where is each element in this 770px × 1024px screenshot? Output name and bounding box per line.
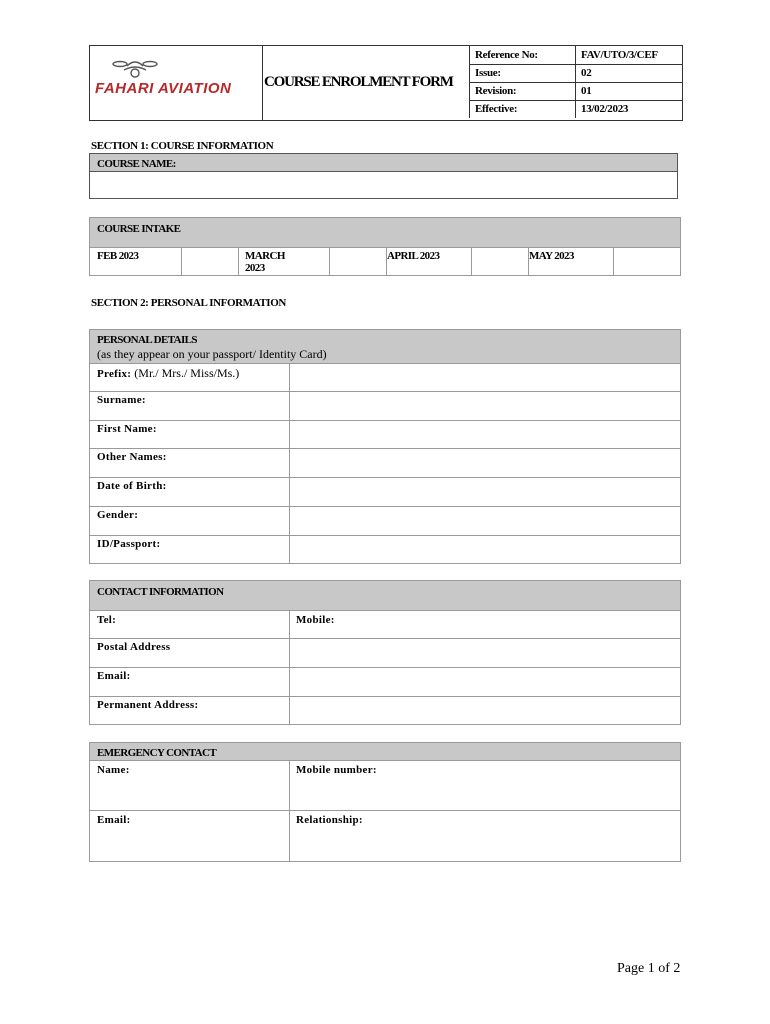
field-input[interactable] — [290, 478, 680, 506]
course-name-label: COURSE NAME: — [97, 158, 176, 170]
meta-table — [469, 46, 683, 118]
header-block — [89, 45, 683, 121]
course-name-field[interactable] — [90, 171, 677, 198]
intake-checkbox[interactable] — [330, 247, 386, 275]
intake-label: MARCH 2023 — [245, 250, 285, 274]
meta-row — [470, 46, 684, 64]
meta-value: 01 — [576, 82, 684, 100]
em-relationship-label: Relationship: — [296, 814, 363, 826]
em-email-label: Email: — [97, 814, 131, 826]
meta-row — [470, 82, 684, 100]
em-name-label: Name: — [97, 764, 130, 776]
personal-rows — [90, 391, 680, 563]
field-label: Date of Birth: — [97, 480, 167, 493]
intake-checkbox[interactable] — [614, 247, 670, 275]
section2-title: SECTION 2: PERSONAL INFORMATION — [91, 297, 286, 309]
intake-label: MAY 2023 — [529, 250, 574, 262]
field-input[interactable] — [290, 639, 680, 667]
em-relationship-field[interactable] — [290, 811, 680, 861]
contact-info-box — [89, 580, 681, 725]
course-intake-box — [89, 217, 681, 276]
logo-icon — [110, 56, 160, 82]
meta-label: Reference No: — [470, 46, 576, 64]
field-label: Surname: — [97, 394, 146, 406]
course-intake-label: COURSE INTAKE — [97, 223, 181, 235]
field-input[interactable] — [290, 392, 680, 420]
intake-checkbox[interactable] — [182, 247, 238, 275]
personal-details-label: PERSONAL DETAILS — [97, 334, 197, 346]
tel-field[interactable] — [90, 610, 289, 638]
meta-label: Issue: — [470, 64, 576, 82]
tel-label: Tel: — [97, 614, 117, 626]
meta-label: Effective: — [470, 100, 576, 118]
intake-row — [90, 247, 680, 275]
field-label: Postal Address — [97, 641, 171, 653]
field-label: Email: — [97, 670, 131, 682]
emergency-contact-label: EMERGENCY CONTACT — [97, 747, 217, 759]
meta-value: FAV/UTO/3/CEF — [576, 46, 684, 64]
field-label: Gender: — [97, 508, 139, 521]
course-name-box — [89, 153, 678, 199]
section1-title: SECTION 1: COURSE INFORMATION — [91, 140, 274, 152]
field-label: Permanent Address: — [97, 699, 199, 711]
meta-value: 02 — [576, 64, 684, 82]
intake-label: FEB 2023 — [97, 250, 139, 262]
meta-value: 13/02/2023 — [581, 103, 629, 116]
contact-info-label: CONTACT INFORMATION — [97, 586, 224, 598]
personal-details-box — [89, 329, 681, 564]
field-input[interactable] — [290, 507, 680, 535]
emergency-contact-box — [89, 742, 681, 862]
field-input[interactable] — [290, 668, 680, 696]
field-label: ID/Passport: — [97, 537, 161, 550]
prefix-options: (Mr./ Mrs./ Miss/Ms.) — [131, 366, 240, 380]
em-mobile-field[interactable] — [290, 760, 680, 810]
em-mobile-label: Mobile number: — [296, 764, 377, 776]
logo-cell — [90, 46, 263, 120]
form-title: COURSE ENROLMENT FORM — [264, 74, 453, 90]
personal-details-subheader: (as they appear on your passport/ Identity Card) — [97, 347, 327, 361]
em-email-field[interactable] — [90, 811, 289, 861]
mobile-field[interactable] — [290, 610, 680, 638]
meta-label: Revision: — [470, 82, 576, 100]
prefix-row — [97, 366, 239, 381]
field-label: Other Names: — [97, 451, 167, 464]
field-input[interactable] — [290, 421, 680, 449]
field-input[interactable] — [290, 697, 680, 725]
field-input[interactable] — [290, 449, 680, 477]
intake-checkbox[interactable] — [472, 247, 528, 275]
prefix-label: Prefix: — [97, 368, 132, 380]
em-name-field[interactable] — [90, 760, 289, 810]
field-input[interactable] — [290, 536, 680, 564]
prefix-field[interactable] — [290, 363, 680, 391]
logo-text: FAHARI AVIATION — [95, 80, 232, 97]
field-label: First Name: — [97, 422, 157, 435]
page-number: Page 1 of 2 — [617, 961, 681, 976]
mobile-label: Mobile: — [296, 614, 335, 626]
meta-row — [470, 100, 684, 118]
intake-label: APRIL 2023 — [387, 250, 440, 262]
contact-rows — [90, 638, 680, 724]
meta-row — [470, 64, 684, 82]
